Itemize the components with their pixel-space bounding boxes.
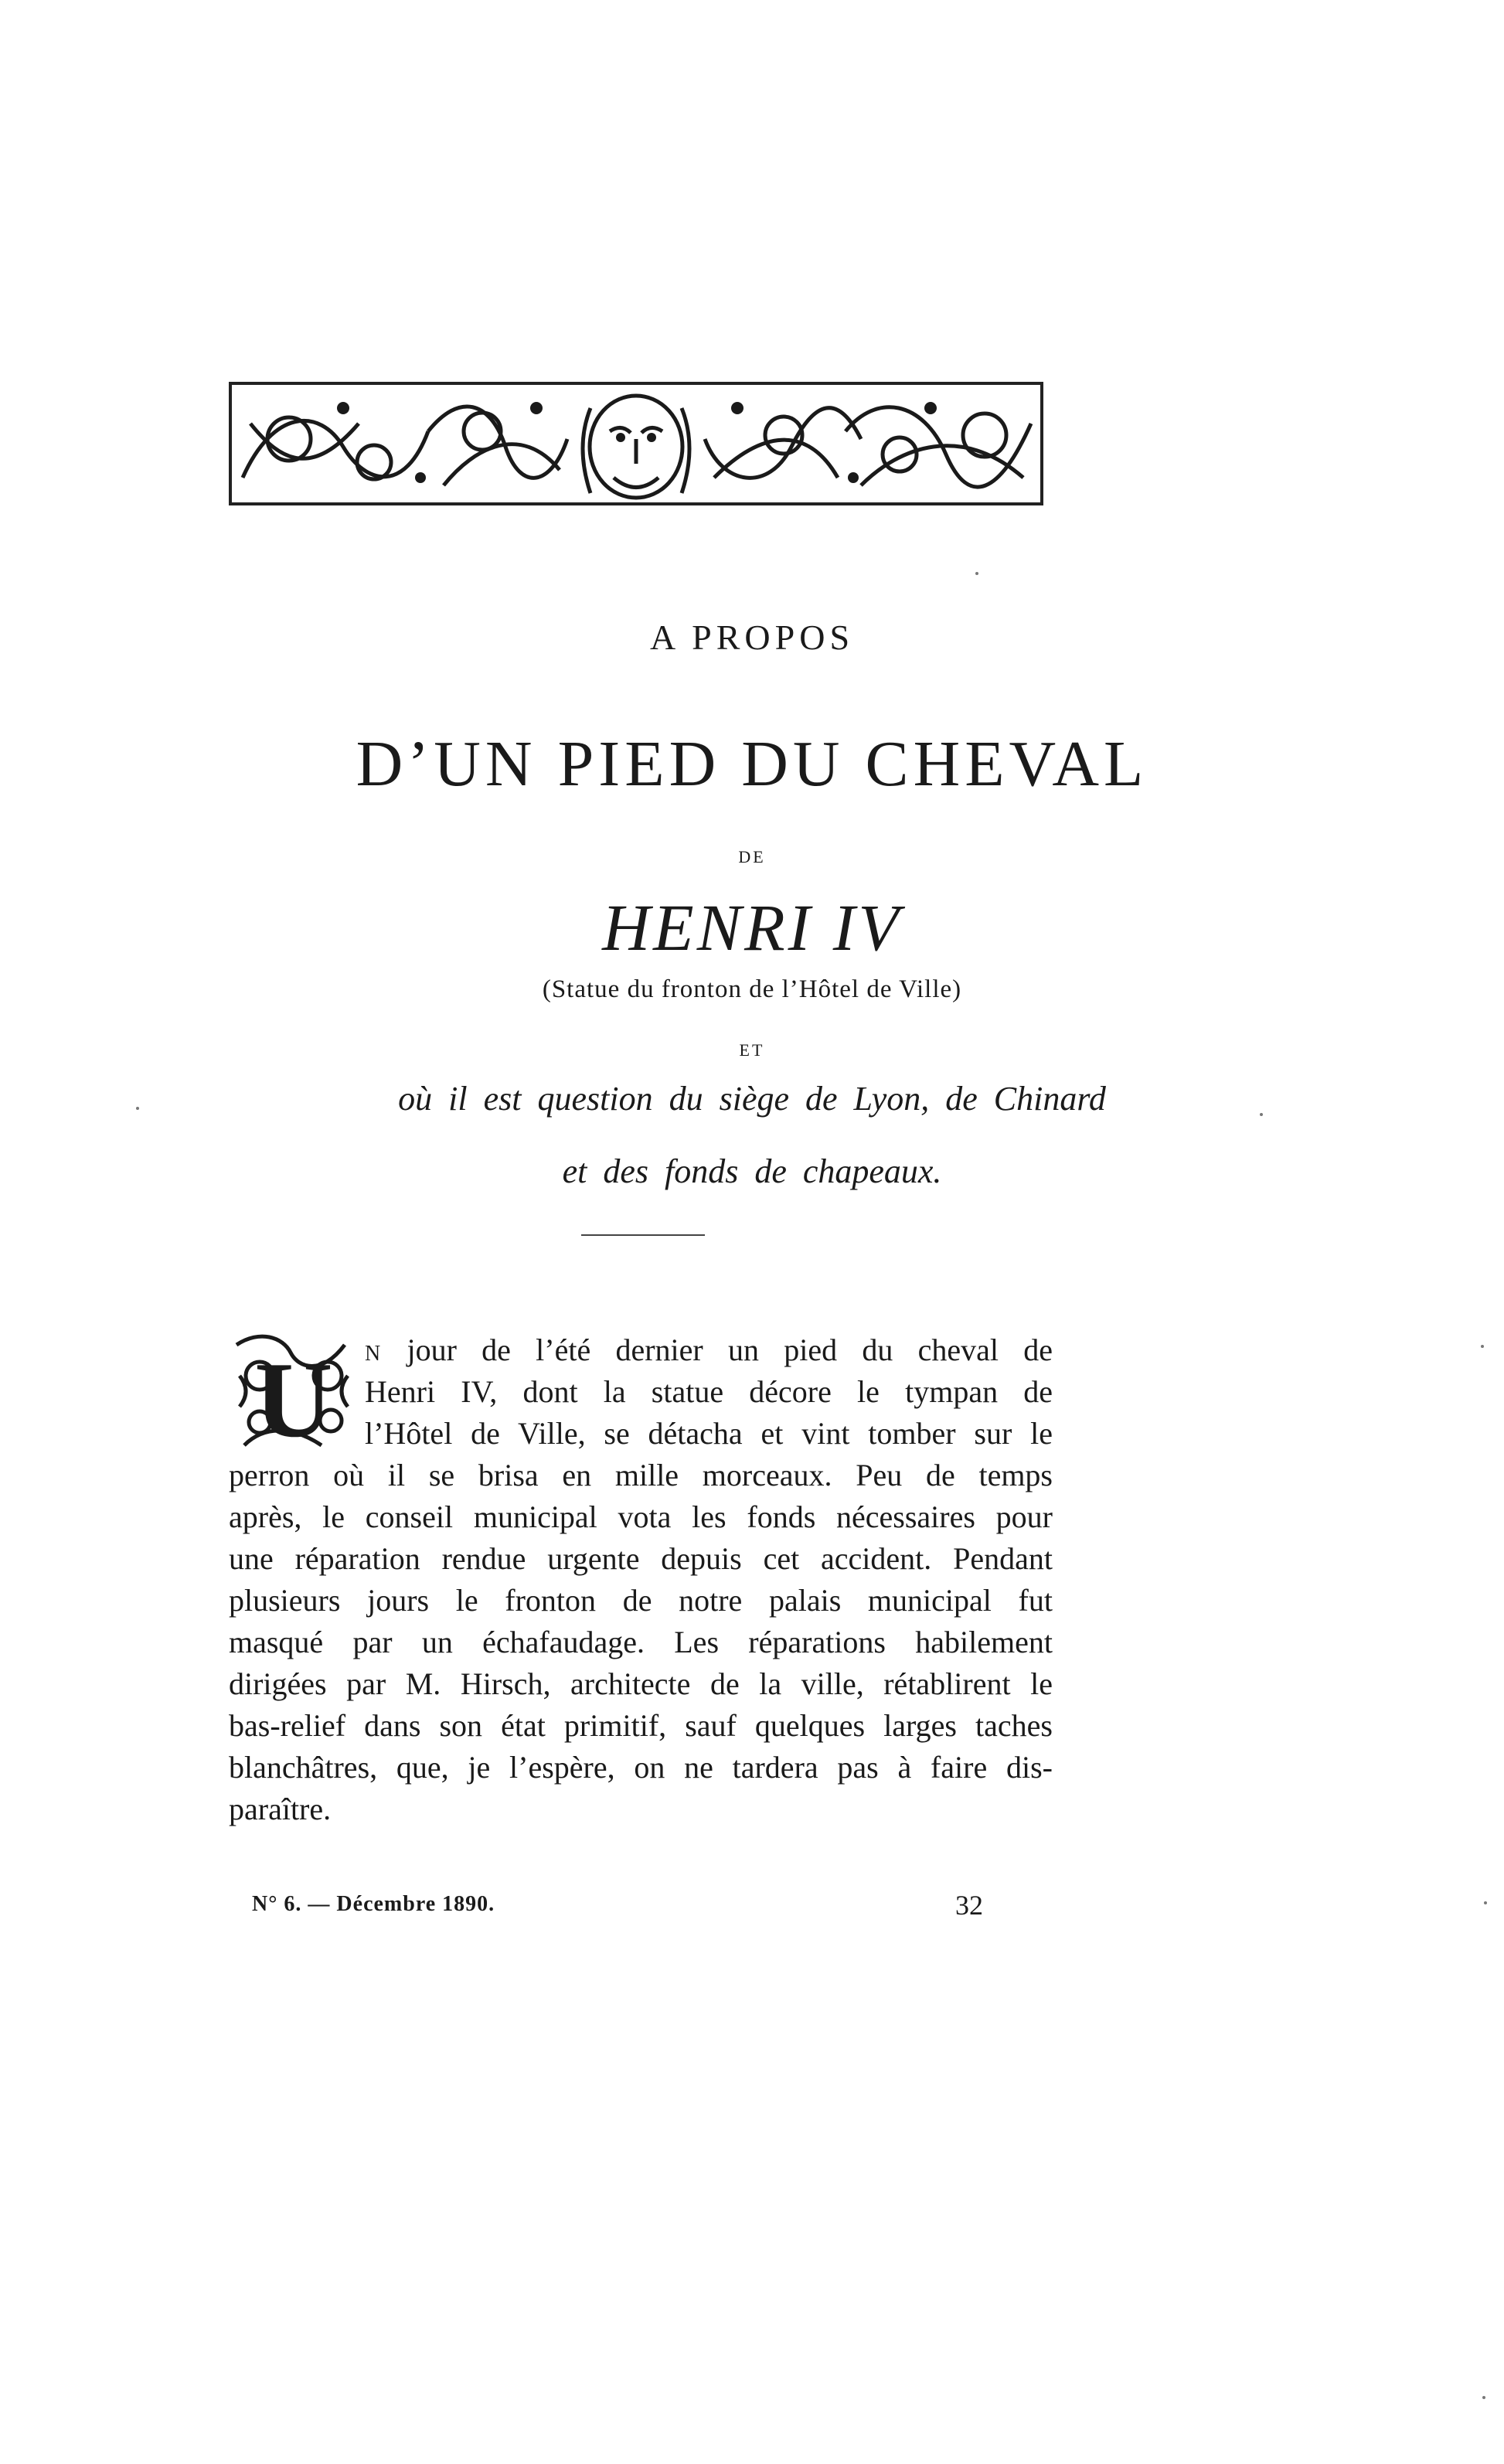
body-line: l’Hôtel de Ville, se détacha et vint tomber sur le bbox=[365, 1416, 1053, 1451]
ornamental-header-band-icon bbox=[227, 377, 1045, 510]
paper-speck bbox=[1481, 1345, 1484, 1348]
paper-speck bbox=[1260, 1113, 1263, 1116]
body-line: paraître. bbox=[229, 1792, 332, 1826]
body-line bbox=[229, 1329, 1053, 1371]
body-line: bas-relief dans son état primitif, sauf quelques larges taches bbox=[229, 1708, 1053, 1743]
kicker-heading: A PROPOS bbox=[649, 618, 855, 657]
body-line-text: jour de l’été dernier un pied du cheval de bbox=[382, 1332, 1053, 1367]
paper-speck bbox=[975, 572, 978, 575]
body-line: perron où il se brisa en mille morceaux. Peu de temps bbox=[229, 1458, 1053, 1492]
subtitle-line-2: et des fonds de chapeaux. bbox=[562, 1152, 942, 1190]
paper-speck bbox=[1482, 2396, 1485, 2399]
connector-et: ET bbox=[739, 1040, 765, 1060]
paper-speck bbox=[1484, 1901, 1487, 1904]
body-line: plusieurs jours le fronton de notre palais municipal fut bbox=[229, 1583, 1053, 1618]
body-line: une réparation rendue urgente depuis cet accident. Pendant bbox=[229, 1541, 1053, 1576]
section-divider bbox=[581, 1234, 705, 1236]
body-line: dirigées par M. Hirsch, architecte de la ville, rétablirent le bbox=[229, 1666, 1053, 1701]
body-line: blanchâtres, que, je l’espère, on ne tardera pas à faire dis- bbox=[229, 1750, 1053, 1785]
connector-de: DE bbox=[738, 847, 766, 866]
issue-footer: N° 6. — Décembre 1890. bbox=[252, 1892, 495, 1916]
dropcap-letter: U bbox=[254, 1340, 333, 1459]
statue-note: (Statue du fronton de l’Hôtel de Ville) bbox=[542, 975, 962, 1003]
opening-small-caps: N bbox=[365, 1342, 383, 1366]
subject-heading: HENRI IV bbox=[602, 890, 902, 965]
body-line: après, le conseil municipal vota les fonds nécessaires pour bbox=[229, 1499, 1053, 1534]
paper-speck bbox=[136, 1107, 139, 1110]
body-line: masqué par un échafaudage. Les réparations habilement bbox=[229, 1625, 1053, 1659]
page-number: 32 bbox=[955, 1890, 983, 1921]
main-title: D’UN PIED DU CHEVAL bbox=[356, 728, 1148, 800]
body-paragraph bbox=[229, 1329, 1053, 1830]
body-line: Henri IV, dont la statue décore le tympan de bbox=[365, 1374, 1053, 1409]
subtitle-line-1: où il est question du siège de Lyon, de Chinard bbox=[398, 1080, 1106, 1118]
